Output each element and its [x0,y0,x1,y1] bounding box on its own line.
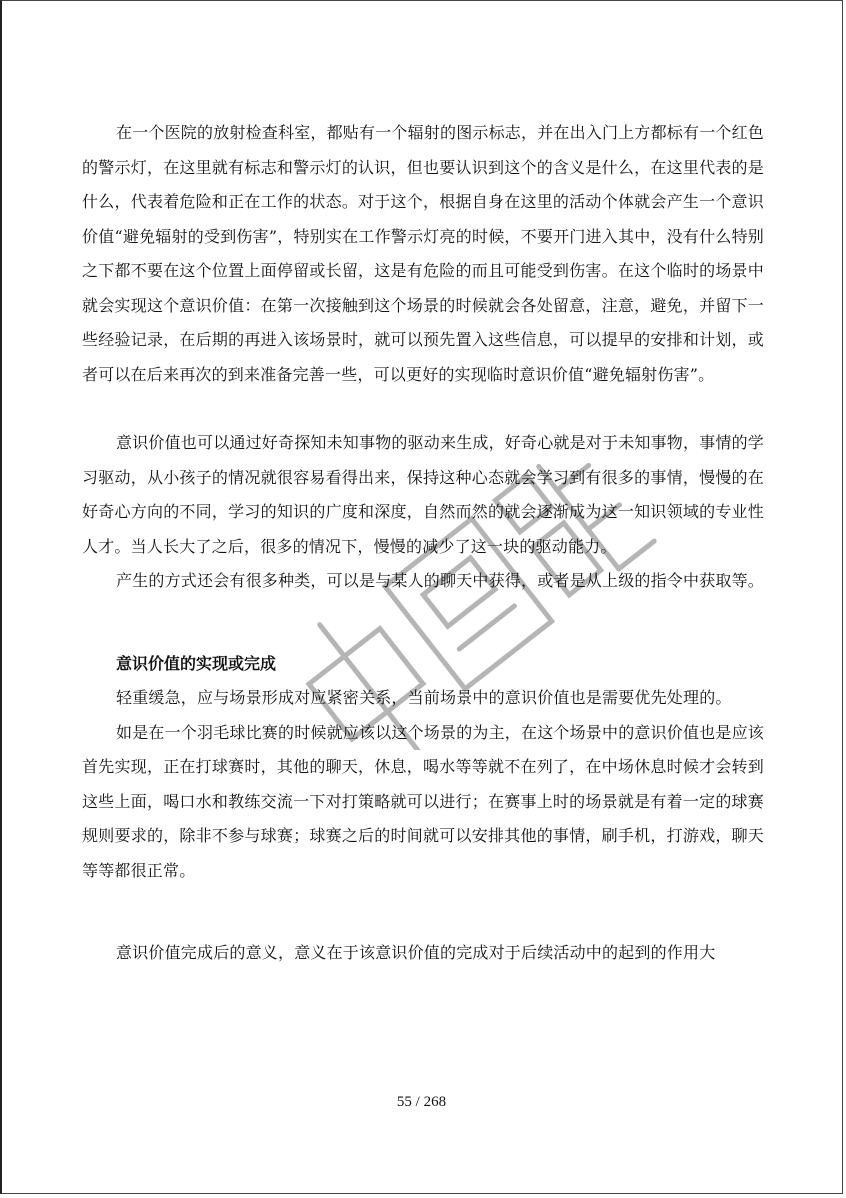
paragraph: 意识价值也可以通过好奇探知未知事物的驱动来生成，好奇心就是对于未知事物，事情的学习驱动，从小孩子的情况就很容易看得出来，保持这种心态就会学习到有很多的事情，慢慢的在好奇心方向的不同，学习的知识的广度和深度，自然而然的就会逐渐成为这一知识领域的专业性人才。当人长大了之后，很多的情况下，慢慢的减少了这一块的驱动能力。 [82,433,765,556]
page-number: 55 / 268 [396,1094,447,1110]
paragraph: 轻重缓急，应与场景形成对应紧密关系，当前场景中的意识价值也是需要优先处理的。 [116,688,732,707]
section-heading: 意识价值的实现或完成 [116,653,277,673]
paragraph: 在一个医院的放射检查科室，都贴有一个辐射的图示标志，并在出入门上方都标有一个红色的警示灯，在这里就有标志和警示灯的认识，但也要认识到这个的含义是什么，在这里代表的是什么，代表着危险和正在工作的状态。对于这个，根据自身在这里的活动个体就会产生一个意识价值“避免辐射的受到伤害”，特别实在工作警示灯亮的时候，不要开门进入其中，没有什么特别之下都不要在这个位置上面停留或长留，这是有危险的而且可能受到伤害。在这个临时的场景中就会实现这个意识价值：在第一次接触到这个场景的时候就会各处留意，注意，避免，并留下一些经验记录，在后期的再进入该场景时，就可以预先置入这些信息，可以提早的安排和计划，或者可以在后来再次的到来准备完善一些，可以更好的实现临时意识价值“避免辐射伤害”。 [82,123,765,384]
paragraph: 产生的方式还会有很多种类，可以是与某人的聊天中获得，或者是从上级的指令中获取等。 [116,571,765,590]
page-content [82,116,764,971]
paragraph: 意识价值完成后的意义，意义在于该意识价值的完成对于后续活动中的起到的作用大 [116,943,716,962]
paragraph: 如是在一个羽毛球比赛的时候就应该以这个场景的为主，在这个场景中的意识价值也是应该首先实现，正在打球赛时，其他的聊天，休息，喝水等等就不在列了，在中场休息时候才会转到这些上面，喝口水和教练交流一下对打策略就可以进行；在赛事上时的场景就是有着一定的球赛规则要求的，除非不参与球赛；球赛之后的时间就可以安排其他的事情，刷手机，打游戏，聊天等等都很正常。 [82,722,765,880]
